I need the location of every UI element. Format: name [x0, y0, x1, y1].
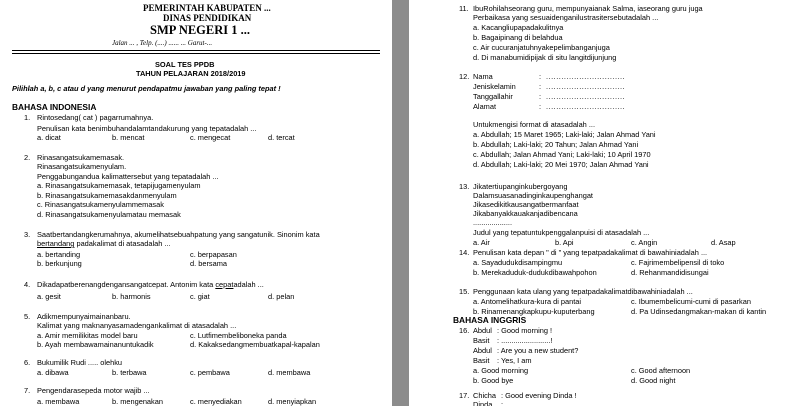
q2-option-b[interactable]: b. Rinasangatsukamemasakdanmenyulam [37, 191, 177, 200]
exam-instruction: Pilihlah a, b, c atau d yang menurut pendapatmu jawaban yang paling tepat ! [12, 84, 281, 93]
q6-option-b[interactable]: b. terbawa [112, 368, 147, 377]
section-title-inggris: BAHASA INGGRIS [453, 315, 527, 325]
q12-colon: : [539, 102, 542, 111]
q3-number: 3. [24, 230, 31, 239]
q7-text: Pengendarasepeda motor wajib ... [37, 386, 150, 395]
document-page-right [409, 0, 800, 406]
school-address: Jalan ... , Telp. (....) ...... ... Garut-... [112, 39, 213, 47]
q11-option-c[interactable]: c. Air cucuranjatuhnyakepelimbanganjuga [473, 43, 610, 52]
q1-option-c[interactable]: c. mengecat [190, 133, 231, 142]
q3-underlined-word: bertandang [37, 239, 75, 248]
q13-poem-line3: Jikasedikitkausangatbermanfaat [473, 200, 579, 209]
q11-text: IbuRohilahseorang guru, mempunyaianak Salma, iaseorang guru juga [473, 4, 703, 13]
q16-dialog2: : ........................! [497, 336, 553, 345]
q16-speaker2: Basit [473, 336, 490, 345]
q5-number: 5. [24, 312, 31, 321]
q2-option-d[interactable]: d. Rinasangatsukamenyulamatau memasak [37, 210, 181, 219]
q16-speaker1: Abdul [473, 326, 492, 335]
q16-dialog1: : Good morning ! [497, 326, 553, 335]
q4-underlined-word: cepat [215, 280, 234, 289]
q13-poem-line4: Jikabanyakkauakanjadibencana [473, 209, 578, 218]
q7-option-a[interactable]: a. membawa [37, 397, 80, 406]
q15-number: 15. [459, 287, 470, 296]
q1-option-d[interactable]: d. tercat [268, 133, 295, 142]
q4-option-c[interactable]: c. giat [190, 292, 210, 301]
q13-poem-line1: Jikatertiupanginkubergoyang [473, 182, 568, 191]
q16-dialog3: : Are you a new student? [497, 346, 579, 355]
q15-option-a[interactable]: a. Antomelihatkura-kura di pantai [473, 297, 582, 306]
q13-poem-line2: Dalamsuasanadinginkaupenghangat [473, 191, 593, 200]
q12-blank: ............................... [546, 102, 626, 111]
q2-option-c[interactable]: c. Rinasangatsukamenyulammemasak [37, 200, 164, 209]
section-title-indonesia: BAHASA INDONESIA [12, 102, 97, 112]
q6-option-c[interactable]: c. pembawa [190, 368, 230, 377]
q17-number: 17. [459, 391, 470, 400]
q12-option-d[interactable]: d. Abdullah; Laki-laki; 20 Mei 1970; Jalan Ahmad Yani [473, 160, 649, 169]
q1-number: 1. [24, 113, 31, 122]
q16-option-c[interactable]: c. Good afternoon [631, 366, 691, 375]
q4-text-end: adalah ... [233, 280, 264, 289]
header-line2: DINAS PENDIDIKAN [163, 13, 252, 23]
q3-text: Saatbertandangkerumahnya, akumelihatsebuahpatung yang sangatunik. Sinonim kata [37, 230, 320, 239]
q15-option-d[interactable]: d. Pa Udinsedangmakan-makan di kantin [631, 307, 767, 316]
q7-number: 7. [24, 386, 31, 395]
q12-blank: ............................... [546, 82, 626, 91]
q13-option-b[interactable]: b. Api [555, 238, 574, 247]
q13-text: Judul yang tepatuntukpenggalanpuisi di atasadalah ... [473, 228, 650, 237]
q12-option-b[interactable]: b. Abdullah; Laki-laki; 20 Tahun; Jalan Ahmad Yani [473, 140, 639, 149]
q12-option-a[interactable]: a. Abdullah; 15 Maret 1965; Laki-laki; Jalan Ahmad Yani [473, 130, 656, 139]
q16-dialog4: : Yes, I am [497, 356, 532, 365]
q13-option-d[interactable]: d. Asap [711, 238, 736, 247]
q12-field-jeniskelamin: Jeniskelamin [473, 82, 516, 91]
q14-number: 14. [459, 248, 470, 257]
q6-number: 6. [24, 358, 31, 367]
q5-text: Adikmempunyaimainanbaru. [37, 312, 131, 321]
q11-option-b[interactable]: b. Bagaipinang di belahdua [473, 33, 563, 42]
exam-title: SOAL TES PPDB [155, 60, 215, 69]
q5-option-b[interactable]: b. Ayah membawamainanuntukadik [37, 340, 154, 349]
q1-text: Rintosedang( cat ) pagarrumahnya. [37, 113, 154, 122]
q4-option-b[interactable]: b. harmonis [112, 292, 151, 301]
q12-number: 12. [459, 72, 470, 81]
q12-colon: : [539, 72, 542, 81]
q16-option-d[interactable]: d. Good night [631, 376, 676, 385]
q12-option-c[interactable]: c. Abdullah; Jalan Ahmad Yani; Laki-laki; 10 April 1970 [473, 150, 651, 159]
q4-number: 4. [24, 280, 31, 289]
q2-option-a[interactable]: a. Rinasangatsukamemasak, tetapijugamenyulam [37, 181, 201, 190]
q5-option-a[interactable]: a. Amir memilikitas model baru [37, 331, 138, 340]
q16-speaker4: Basit [473, 356, 490, 365]
school-name: SMP NEGERI 1 ... [150, 23, 251, 37]
q12-colon: : [539, 82, 542, 91]
q14-option-b[interactable]: b. Merekaduduk-dudukdibawahpohon [473, 268, 597, 277]
q12-colon: : [539, 92, 542, 101]
q3-option-b[interactable]: b. berkunjung [37, 259, 82, 268]
q5-option-c[interactable]: c. Lutfimembelibonekа panda [190, 331, 287, 340]
q12-blank: ............................... [546, 72, 626, 81]
q7-option-b[interactable]: b. mengenakan [112, 397, 163, 406]
q3-option-a[interactable]: a. bertanding [37, 250, 81, 259]
q13-poem-line5: ................... [473, 218, 513, 227]
q11-option-a[interactable]: a. Kacangliupapadakulitnya [473, 23, 564, 32]
q14-option-c[interactable]: c. Fajrimembelipensil di toko [631, 258, 725, 267]
document-page-left [0, 0, 392, 406]
q17-speaker1: Chicha [473, 391, 497, 400]
q11-text2: Perbaikasa yang sesuaidenganilustrasitersebutadalah ... [473, 13, 659, 22]
q5-option-d[interactable]: d. Kakaksedangmembuatkapal-kapalan [190, 340, 320, 349]
q12-field-nama: Nama [473, 72, 493, 81]
q3-text2-rest: padakalimat di atasadalah ... [74, 239, 171, 248]
q2-text: Rinasangatsukamemasak. [37, 153, 125, 162]
q2-text2: Rinasangatsukamenyulam. [37, 162, 127, 171]
q3-option-d[interactable]: d. bersama [190, 259, 227, 268]
q12-text: Untukmengisi format di atasadalah ... [473, 120, 596, 129]
q13-option-a[interactable]: a. Air [473, 238, 490, 247]
q1-option-b[interactable]: b. mencat [112, 133, 145, 142]
q15-text: Penggunaan kata ulang yang tepatpadakalimatdibawahiniadalah ... [473, 287, 693, 296]
page-gutter [392, 0, 409, 406]
q12-blank: ............................... [546, 92, 626, 101]
q15-option-c[interactable]: c. Ibumembelicumi-cumi di pasarkan [631, 297, 751, 306]
q7-option-c[interactable]: c. menyediakan [190, 397, 242, 406]
q2-number: 2. [24, 153, 31, 162]
q6-option-d[interactable]: d. membawa [268, 368, 311, 377]
q16-option-b[interactable]: b. Good bye [473, 376, 514, 385]
q5-text2: Kalimat yang maknanyasamadengankalimat di atasadalah ... [37, 321, 237, 330]
q16-number: 16. [459, 326, 470, 335]
header-rule-thin [12, 53, 380, 54]
q14-option-d[interactable]: d. Rehanmandidisungai [631, 268, 709, 277]
q1-option-a[interactable]: a. dicat [37, 133, 61, 142]
header-line1: PEMERINTAH KABUPATEN ... [143, 3, 271, 13]
q15-option-b[interactable]: b. Rinamenangkapkupu-kuputerbang [473, 307, 595, 316]
q12-field-tanggallahir: Tanggallahir [473, 92, 513, 101]
q17-speaker2: Dinda [473, 400, 493, 406]
q4-text-start: Dikadapatberenangdengansangatcepat. Antonim kata [37, 280, 216, 289]
q2-text3: Penggabungandua kalimattersebut yang tepatadalah ... [37, 172, 219, 181]
q1-text2: Penulisan kata benimbuhandalamtandakurung yang tepatadalah ... [37, 124, 257, 133]
q17-dialog2: : ........................ [501, 400, 555, 406]
header-rule [12, 50, 380, 51]
q3-text2 [37, 239, 171, 248]
q4-option-a[interactable]: a. gesit [37, 292, 61, 301]
q6-option-a[interactable]: a. dibawa [37, 368, 69, 377]
q7-option-d[interactable]: d. menyiapkan [268, 397, 317, 406]
q17-dialog1: : Good evening Dinda ! [501, 391, 577, 400]
q16-speaker3: Abdul [473, 346, 492, 355]
q16-option-a[interactable]: a. Good morning [473, 366, 529, 375]
q6-text: Bukumilik Rudi ..... olehku [37, 358, 123, 367]
q11-number: 11. [459, 4, 469, 13]
q13-number: 13. [459, 182, 470, 191]
q4-text [37, 280, 264, 289]
q4-option-d[interactable]: d. pelan [268, 292, 295, 301]
exam-year: TAHUN PELAJARAN 2018/2019 [136, 69, 246, 78]
q14-text: Penulisan kata depan " di " yang tepatpadakalimat di bawahiniadalah ... [473, 248, 708, 257]
q11-option-d[interactable]: d. Di manabumidipijak di situ langitdijunjung [473, 53, 617, 62]
q12-field-alamat: Alamat [473, 102, 497, 111]
q13-option-c[interactable]: c. Angin [631, 238, 658, 247]
q3-option-c[interactable]: c. berpapasan [190, 250, 237, 259]
q14-option-a[interactable]: a. Sayadudukdisampingmu [473, 258, 563, 267]
